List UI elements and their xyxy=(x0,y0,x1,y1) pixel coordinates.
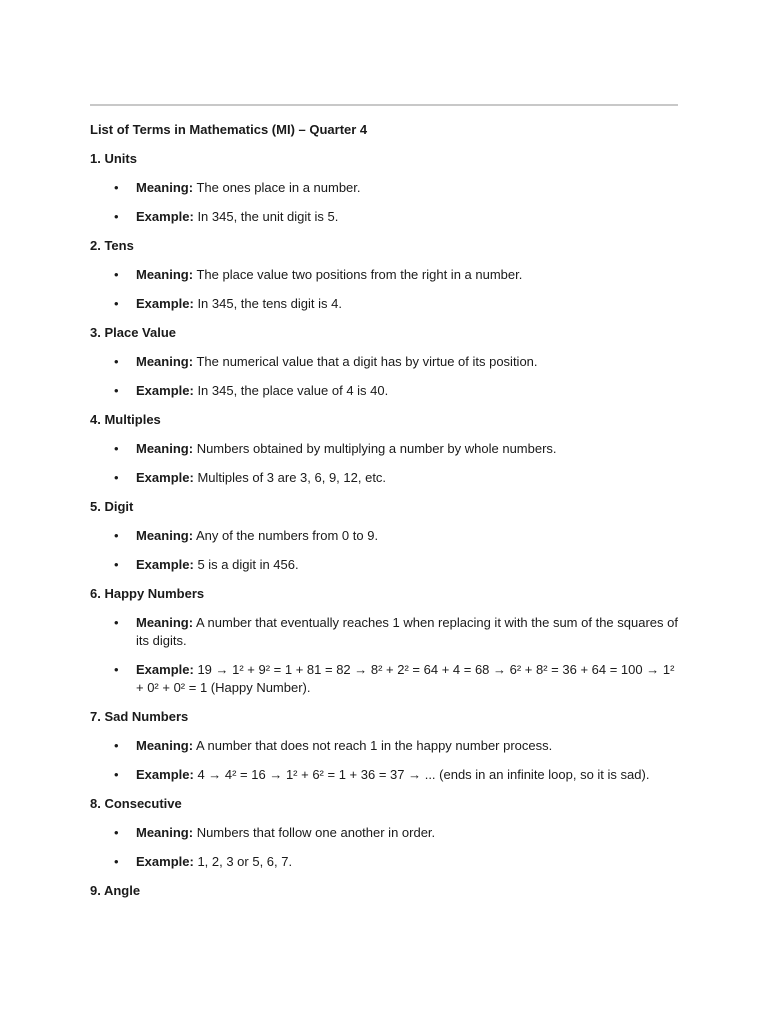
bullet-icon: • xyxy=(114,383,119,398)
example-item xyxy=(90,469,680,487)
bullet-icon: • xyxy=(114,825,119,840)
meaning-text: The ones place in a number. xyxy=(196,180,361,195)
meaning-item xyxy=(90,614,680,650)
example-label: Example: xyxy=(136,296,194,311)
term-section-consecutive xyxy=(90,795,680,871)
example-label: Example: xyxy=(136,662,194,677)
meaning-label: Meaning: xyxy=(136,528,194,543)
example-label: Example: xyxy=(136,209,194,224)
example-item xyxy=(90,208,680,226)
meaning-label: Meaning: xyxy=(136,738,194,753)
example-text: In 345, the tens digit is 4. xyxy=(197,296,342,311)
term-section-digit xyxy=(90,498,680,574)
meaning-item xyxy=(90,179,680,197)
term-section-sad-numbers xyxy=(90,708,680,784)
meaning-item xyxy=(90,737,680,755)
meaning-item xyxy=(90,440,680,458)
example-item xyxy=(90,295,680,313)
bullet-icon: • xyxy=(114,615,119,630)
meaning-item xyxy=(90,527,680,545)
example-text: Multiples of 3 are 3, 6, 9, 12, etc. xyxy=(197,470,387,485)
meaning-item xyxy=(90,353,680,371)
document-title: List of Terms in Mathematics (MI) – Quarter 4 xyxy=(90,122,368,137)
bullet-icon: • xyxy=(114,557,119,572)
example-text: In 345, the place value of 4 is 40. xyxy=(197,383,389,398)
example-item xyxy=(90,382,680,400)
meaning-item xyxy=(90,824,680,842)
document-body xyxy=(90,121,680,911)
term-items xyxy=(90,614,680,697)
term-heading: 8. Consecutive xyxy=(90,796,182,811)
bullet-icon: • xyxy=(114,470,119,485)
bullet-icon: • xyxy=(114,180,119,195)
example-text: In 345, the unit digit is 5. xyxy=(197,209,339,224)
term-section-multiples xyxy=(90,411,680,487)
meaning-text: Numbers obtained by multiplying a number by whole numbers. xyxy=(196,441,557,456)
term-items xyxy=(90,440,680,487)
meaning-label: Meaning: xyxy=(136,825,194,840)
term-items xyxy=(90,266,680,313)
term-heading: 5. Digit xyxy=(90,499,134,514)
term-heading: 6. Happy Numbers xyxy=(90,586,205,601)
example-label: Example: xyxy=(136,557,194,572)
bullet-icon: • xyxy=(114,354,119,369)
meaning-label: Meaning: xyxy=(136,615,194,630)
bullet-icon: • xyxy=(114,738,119,753)
term-section-happy-numbers xyxy=(90,585,680,697)
term-heading: 7. Sad Numbers xyxy=(90,709,189,724)
term-heading: 9. Angle xyxy=(90,883,141,898)
term-items xyxy=(90,353,680,400)
term-items xyxy=(90,824,680,871)
example-item xyxy=(90,766,680,784)
meaning-item xyxy=(90,266,680,284)
bullet-icon: • xyxy=(114,528,119,543)
term-section-angle xyxy=(90,882,680,900)
meaning-label: Meaning: xyxy=(136,267,194,282)
meaning-text: Any of the numbers from 0 to 9. xyxy=(195,528,379,543)
term-section-units xyxy=(90,150,680,226)
horizontal-rule xyxy=(90,104,678,106)
bullet-icon: • xyxy=(114,296,119,311)
meaning-label: Meaning: xyxy=(136,441,194,456)
meaning-text: A number that eventually reaches 1 when replacing it with the sum of the squares of its digits. xyxy=(136,615,678,648)
example-item xyxy=(90,556,680,574)
term-heading: 1. Units xyxy=(90,151,137,166)
meaning-label: Meaning: xyxy=(136,180,194,195)
example-text: 19 → 1² + 9² = 1 + 81 = 82 → 8² + 2² = 64 + 4 = 68 → 6² + 8² = 36 + 64 = 100 → 1² + 0² + 0² = 1 (Happy Number). xyxy=(136,662,675,695)
meaning-text: The numerical value that a digit has by virtue of its position. xyxy=(196,354,538,369)
example-item xyxy=(90,661,680,697)
meaning-text: Numbers that follow one another in order. xyxy=(196,825,436,840)
example-label: Example: xyxy=(136,470,194,485)
bullet-icon: • xyxy=(114,441,119,456)
meaning-text: The place value two positions from the right in a number. xyxy=(196,267,523,282)
example-label: Example: xyxy=(136,767,194,782)
example-label: Example: xyxy=(136,854,194,869)
bullet-icon: • xyxy=(114,209,119,224)
bullet-icon: • xyxy=(114,767,119,782)
example-text: 1, 2, 3 or 5, 6, 7. xyxy=(197,854,293,869)
term-section-tens xyxy=(90,237,680,313)
example-text: 5 is a digit in 456. xyxy=(197,557,299,572)
term-items xyxy=(90,737,680,784)
meaning-label: Meaning: xyxy=(136,354,194,369)
bullet-icon: • xyxy=(114,267,119,282)
example-label: Example: xyxy=(136,383,194,398)
term-section-place-value xyxy=(90,324,680,400)
example-text: 4 → 4² = 16 → 1² + 6² = 1 + 36 = 37 → ... (ends in an infinite loop, so it is sad). xyxy=(197,767,650,782)
term-heading: 3. Place Value xyxy=(90,325,177,340)
bullet-icon: • xyxy=(114,854,119,869)
term-heading: 4. Multiples xyxy=(90,412,161,427)
example-item xyxy=(90,853,680,871)
bullet-icon: • xyxy=(114,662,119,677)
term-heading: 2. Tens xyxy=(90,238,134,253)
meaning-text: A number that does not reach 1 in the happy number process. xyxy=(195,738,553,753)
term-items xyxy=(90,527,680,574)
term-items xyxy=(90,179,680,226)
